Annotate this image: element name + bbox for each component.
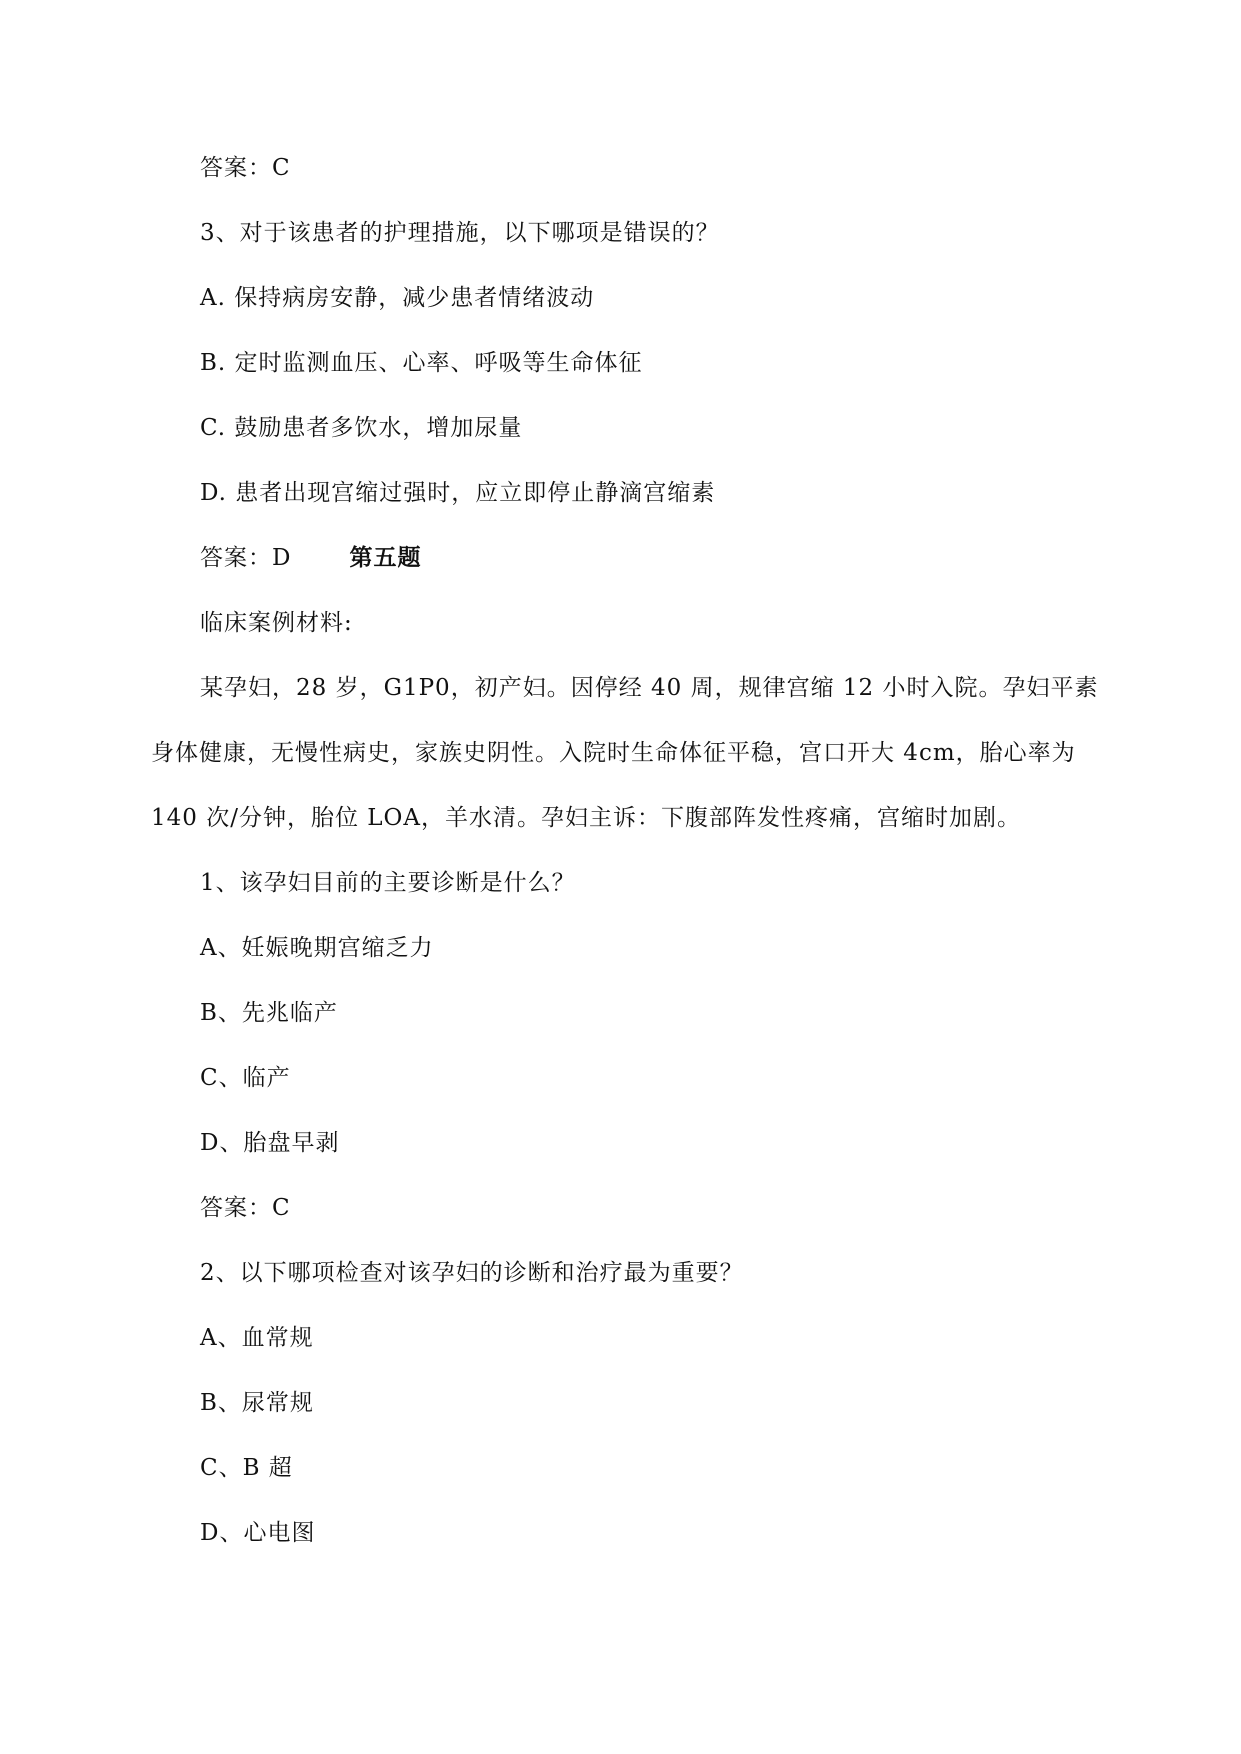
option-a: A、血常规	[200, 1325, 314, 1351]
material-label: 临床案例材料:	[200, 610, 353, 636]
option-d: D. 患者出现宫缩过强时，应立即停止静滴宫缩素	[200, 480, 716, 506]
option-a: A、妊娠晚期宫缩乏力	[200, 935, 434, 961]
option-b: B、尿常规	[200, 1390, 314, 1416]
question-stem: 1、该孕妇目前的主要诊断是什么？	[200, 870, 576, 896]
option-d: D、胎盘早剥	[200, 1130, 340, 1156]
option-d: D、心电图	[200, 1520, 316, 1546]
section-heading: 第五题	[349, 545, 422, 571]
option-a: A. 保持病房安静，减少患者情绪波动	[200, 285, 595, 311]
option-c: C、B 超	[200, 1455, 293, 1481]
answer-text: 答案：C	[200, 1195, 291, 1221]
case-paragraph-line: 140 次/分钟，胎位 LOA，羊水清。孕妇主诉：下腹部阵发性疼痛，宫缩时加剧。	[151, 805, 1022, 831]
option-b: B、先兆临产	[200, 1000, 338, 1026]
answer-text: 答案：D	[200, 545, 292, 571]
case-paragraph-line: 某孕妇，28 岁，G1P0，初产妇。因停经 40 周，规律宫缩 12 小时入院。孕妇平素	[200, 675, 1099, 701]
question-stem: 2、以下哪项检查对该孕妇的诊断和治疗最为重要？	[200, 1260, 744, 1286]
option-c: C. 鼓励患者多饮水，增加尿量	[200, 415, 523, 441]
answer-text: 答案：C	[200, 155, 291, 181]
option-c: C、临产	[200, 1065, 291, 1091]
case-paragraph-line: 身体健康，无慢性病史，家族史阴性。入院时生命体征平稳，宫口开大 4cm，胎心率为	[151, 740, 1076, 766]
option-b: B. 定时监测血压、心率、呼吸等生命体征	[200, 350, 643, 376]
question-stem: 3、对于该患者的护理措施，以下哪项是错误的？	[200, 220, 720, 246]
answer-row	[200, 543, 421, 573]
